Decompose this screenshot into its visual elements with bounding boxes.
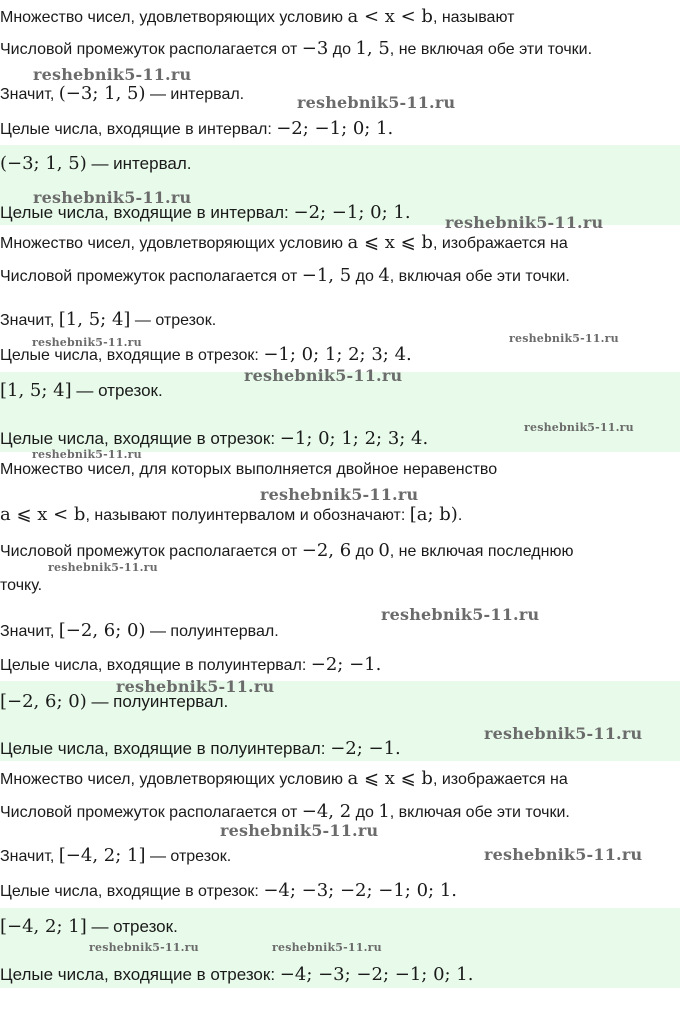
watermark: reshebnik5-11.ru	[89, 941, 199, 954]
integers-line-1: Целые числа, входящие в интервал: −2; −1; 0; 1.	[0, 118, 394, 139]
watermark: reshebnik5-11.ru	[32, 448, 142, 461]
answer-integers-3: Целые числа, входящие в полуинтервал: −2; −1.	[0, 738, 401, 759]
watermark: reshebnik5-11.ru	[260, 485, 419, 504]
definition-line-1: Множество чисел, удовлетворяющих условию a < x < b, называют	[0, 6, 515, 27]
conclusion-line-4: Значит, [−4, 2; 1] — отрезок.	[0, 845, 232, 866]
watermark: reshebnik5-11.ru	[484, 724, 643, 743]
integers-line-4: Целые числа, входящие в отрезок: −4; −3; −2; −1; 0; 1.	[0, 880, 458, 901]
watermark: reshebnik5-11.ru	[524, 421, 634, 434]
answer-title-3: [−2, 6; 0) — полуинтервал.	[0, 691, 229, 712]
answer-integers-4: Целые числа, входящие в отрезок: −4; −3; −2; −1; 0; 1.	[0, 964, 474, 985]
watermark: reshebnik5-11.ru	[509, 332, 619, 345]
definition-line-3b: a ⩽ x < b, называют полуинтервалом и обозначают: [a; b).	[0, 504, 463, 525]
definition-line-4: Множество чисел, удовлетворяющих условию a ⩽ x ⩽ b, изображается на	[0, 768, 568, 789]
interval-description-1: Числовой промежуток располагается от −3 до 1, 5, не включая обе эти точки.	[0, 38, 593, 59]
integers-line-2: Целые числа, входящие в отрезок: −1; 0; 1; 2; 3; 4.	[0, 344, 412, 365]
watermark: reshebnik5-11.ru	[297, 93, 456, 112]
definition-line-3: Множество чисел, для которых выполняется двойное неравенство	[0, 461, 498, 478]
watermark: reshebnik5-11.ru	[33, 188, 192, 207]
conclusion-line-1: Значит, (−3; 1, 5) — интервал.	[0, 83, 245, 104]
interval-description-3b: точку.	[0, 577, 43, 594]
watermark: reshebnik5-11.ru	[116, 677, 275, 696]
watermark: reshebnik5-11.ru	[381, 605, 540, 624]
definition-line-2: Множество чисел, удовлетворяющих условию a ⩽ x ⩽ b, изображается на	[0, 232, 568, 253]
watermark: reshebnik5-11.ru	[272, 941, 382, 954]
watermark: reshebnik5-11.ru	[33, 65, 192, 84]
watermark: reshebnik5-11.ru	[484, 845, 643, 864]
watermark: reshebnik5-11.ru	[244, 366, 403, 385]
watermark: reshebnik5-11.ru	[445, 213, 604, 232]
answer-integers-1: Целые числа, входящие в интервал: −2; −1; 0; 1.	[0, 202, 411, 223]
watermark: reshebnik5-11.ru	[32, 336, 142, 349]
answer-title-1: (−3; 1, 5) — интервал.	[0, 153, 192, 174]
watermark: reshebnik5-11.ru	[48, 561, 158, 574]
answer-title-2: [1, 5; 4] — отрезок.	[0, 380, 163, 401]
watermark: reshebnik5-11.ru	[220, 821, 379, 840]
conclusion-line-2: Значит, [1, 5; 4] — отрезок.	[0, 309, 217, 330]
answer-title-4: [−4, 2; 1] — отрезок.	[0, 916, 178, 937]
conclusion-line-3: Значит, [−2, 6; 0) — полуинтервал.	[0, 620, 279, 641]
interval-description-4: Числовой промежуток располагается от −4, 2 до 1, включая обе эти точки.	[0, 801, 570, 822]
answer-integers-2: Целые числа, входящие в отрезок: −1; 0; 1; 2; 3; 4.	[0, 428, 429, 449]
interval-description-3: Числовой промежуток располагается от −2, 6 до 0, не включая последнюю	[0, 540, 574, 561]
interval-description-2: Числовой промежуток располагается от −1, 5 до 4, включая обе эти точки.	[0, 265, 570, 286]
integers-line-3: Целые числа, входящие в полуинтервал: −2; −1.	[0, 654, 382, 675]
